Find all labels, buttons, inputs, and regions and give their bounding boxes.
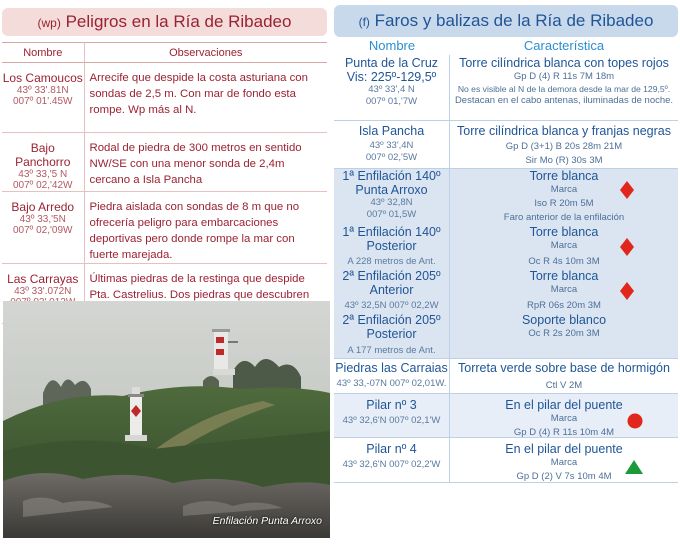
faros-panel	[334, 5, 680, 485]
faro-name: 2ª Enfilación 205º	[342, 269, 441, 283]
faro-lat: 43º 33',4 N	[368, 84, 415, 95]
faro-structure: Torreta verde sobre base de hormigón	[458, 361, 670, 375]
faro-position: A 177 metros de Ant.	[347, 345, 436, 356]
table-row	[334, 121, 678, 169]
table-row	[334, 313, 678, 359]
faro-name: Piedras las Carraias	[335, 361, 448, 375]
faro-mark-label: Marca	[550, 184, 578, 195]
faro-note: Destacan en el cabo antenas, iluminadas de noche.	[454, 95, 674, 106]
enfilacion-photo	[3, 301, 330, 538]
peligro-obs: Piedra aislada con sondas de 8 m que no ofrecería peligro para embarcaciones deportivas pero donde rompe la mar con fuerte marejada.	[84, 192, 327, 264]
table-row	[334, 169, 678, 225]
peligro-obs: Rodal de piedra de 300 metros en sentido NW/SE con una menor sonda de 2,4m cercano a Isla Pancha	[84, 133, 327, 192]
table-row	[334, 438, 678, 483]
faro-structure: En el pilar del puente	[505, 442, 623, 456]
faro-structure: En el pilar del puente	[505, 398, 623, 412]
peligros-title: Peligros en la Ría de Ribadeo	[65, 12, 292, 31]
faro-light: Gp D (2) V 7s 10m 4M	[516, 471, 612, 482]
faro-light: Oc R 2s 20m 3M	[528, 328, 600, 339]
peligros-table	[2, 42, 327, 324]
faro-note: Faro anterior de la enfilación	[503, 212, 625, 223]
peligro-name: Los Camoucos	[2, 71, 83, 85]
red-diamond-icon	[620, 282, 634, 300]
faros-col-caracteristica: Característica	[523, 38, 605, 53]
faro-mark-label: Marca	[550, 284, 578, 295]
red-diamond-icon	[620, 238, 634, 256]
faro-note: No es visible al N de la demora desde la mar de 129,5º.	[457, 84, 671, 94]
table-row	[2, 133, 327, 192]
peligro-lat: 43º 33,'5 N	[18, 169, 68, 180]
faro-lon: 007º 02,'5W	[365, 152, 418, 163]
peligro-lat: 43º 33,'5N	[19, 214, 66, 225]
table-row	[2, 192, 327, 264]
faro-visibility: Vis: 225º-129,5º	[346, 70, 437, 84]
red-circle-icon	[627, 413, 643, 429]
faro-light: Oc R 4s 10m 3M	[528, 256, 600, 267]
faro-name-sub: Anterior	[369, 283, 414, 297]
faro-mark-label: Marca	[550, 240, 578, 251]
faro-mark-label: Marca	[550, 457, 578, 468]
faros-header	[334, 5, 678, 37]
peligro-lon: 007º 02,'42W	[13, 180, 73, 191]
green-triangle-icon	[625, 460, 643, 474]
faro-light: RpR 06s 20m 3M	[527, 300, 601, 311]
faro-name-sub: Punta Arroxo	[355, 183, 428, 197]
peligro-name: Bajo Arredo	[11, 200, 75, 214]
peligro-lat: 43º 33'.072N	[14, 286, 72, 297]
table-row	[334, 359, 678, 394]
table-row	[2, 63, 327, 133]
faro-name: Pilar nº 3	[366, 398, 417, 412]
faro-position: 43º 32,6'N 007º 02,2'W	[342, 459, 441, 470]
table-row	[334, 225, 678, 269]
faro-name: 1ª Enfilación 140º	[342, 169, 441, 183]
faro-fog-signal: Sir Mo (R) 30s 3M	[525, 155, 603, 166]
faro-structure: Torre blanca	[529, 269, 599, 283]
faro-light: Gp D (4) R 11s 10m 4M	[513, 427, 615, 438]
faro-structure: Torre cilíndrica blanca con topes rojos	[459, 56, 669, 70]
peligros-col-observaciones: Observaciones	[84, 43, 327, 63]
faro-position: A 228 metros de Ant.	[347, 256, 436, 267]
peligro-lon: 007º 02,'09W	[13, 225, 73, 236]
faro-structure: Torre blanca	[529, 169, 599, 183]
faro-position: 43º 33,-07N 007º 02,01W.	[336, 378, 447, 389]
faro-name: Isla Pancha	[358, 124, 425, 138]
peligros-panel	[0, 0, 330, 301]
peligro-name: Las Carrayas	[7, 272, 79, 286]
faro-name: 2ª Enfilación 205º	[342, 313, 441, 327]
peligros-header	[2, 8, 327, 36]
peligro-obs: Arrecife que despide la costa asturiana con sondas de 2,5 m. Con mar de fondo esta rompe. Wp más al N.	[84, 63, 327, 133]
faro-structure: Torre cilíndrica blanca y franjas negras	[457, 124, 671, 138]
faros-title: Faros y balizas de la Ría de Ribadeo	[374, 11, 654, 30]
faro-structure: Soporte blanco	[521, 313, 607, 327]
peligros-col-nombre: Nombre	[2, 43, 84, 63]
table-row	[334, 269, 678, 313]
faros-tag: (f)	[358, 15, 370, 29]
faro-light: Iso R 20m 5M	[534, 198, 594, 209]
faro-name-sub: Posterior	[366, 239, 417, 253]
faros-col-nombre: Nombre	[368, 38, 416, 53]
red-diamond-icon	[620, 181, 634, 199]
peligro-lon: 007º 01'.45W	[13, 96, 73, 107]
peligro-obs: Últimas piedras de la restinga que despide Pta. Castrelius. Dos piedras que descubren	[84, 264, 327, 324]
peligro-lat: 43º 33'.81N	[16, 85, 69, 96]
photo-caption: Enfilación Punta Arroxo	[212, 515, 322, 527]
faro-lat: 43º 33',4N	[369, 140, 414, 151]
lighthouse-landscape-image	[3, 301, 330, 538]
faro-position: 43º 32,6'N 007º 02,1'W	[342, 415, 441, 426]
peligros-tag: (wp)	[37, 16, 61, 30]
faro-name: Pilar nº 4	[366, 442, 417, 456]
faro-lon: 007º 01,5W	[366, 209, 417, 220]
faro-name-sub: Posterior	[366, 327, 417, 341]
faro-structure: Torre blanca	[529, 225, 599, 239]
faro-lat: 43º 32,8N	[370, 197, 413, 208]
faro-mark-label: Marca	[550, 413, 578, 424]
faro-name: 1ª Enfilación 140º	[342, 225, 441, 239]
table-row	[334, 55, 678, 121]
faro-lon: 007º 01,'7W	[365, 96, 418, 107]
faro-name: Punta de la Cruz	[344, 56, 439, 70]
faro-light: Ctl V 2M	[545, 380, 583, 391]
table-row	[334, 394, 678, 438]
faro-light: Gp D (3+1) B 20s 28m 21M	[505, 141, 623, 152]
faro-position: 43º 32,5N 007º 02,2W	[344, 300, 439, 311]
peligro-name: Bajo Panchorro	[15, 141, 71, 169]
faro-light: Gp D (4) R 11s 7M 18m	[513, 71, 615, 82]
